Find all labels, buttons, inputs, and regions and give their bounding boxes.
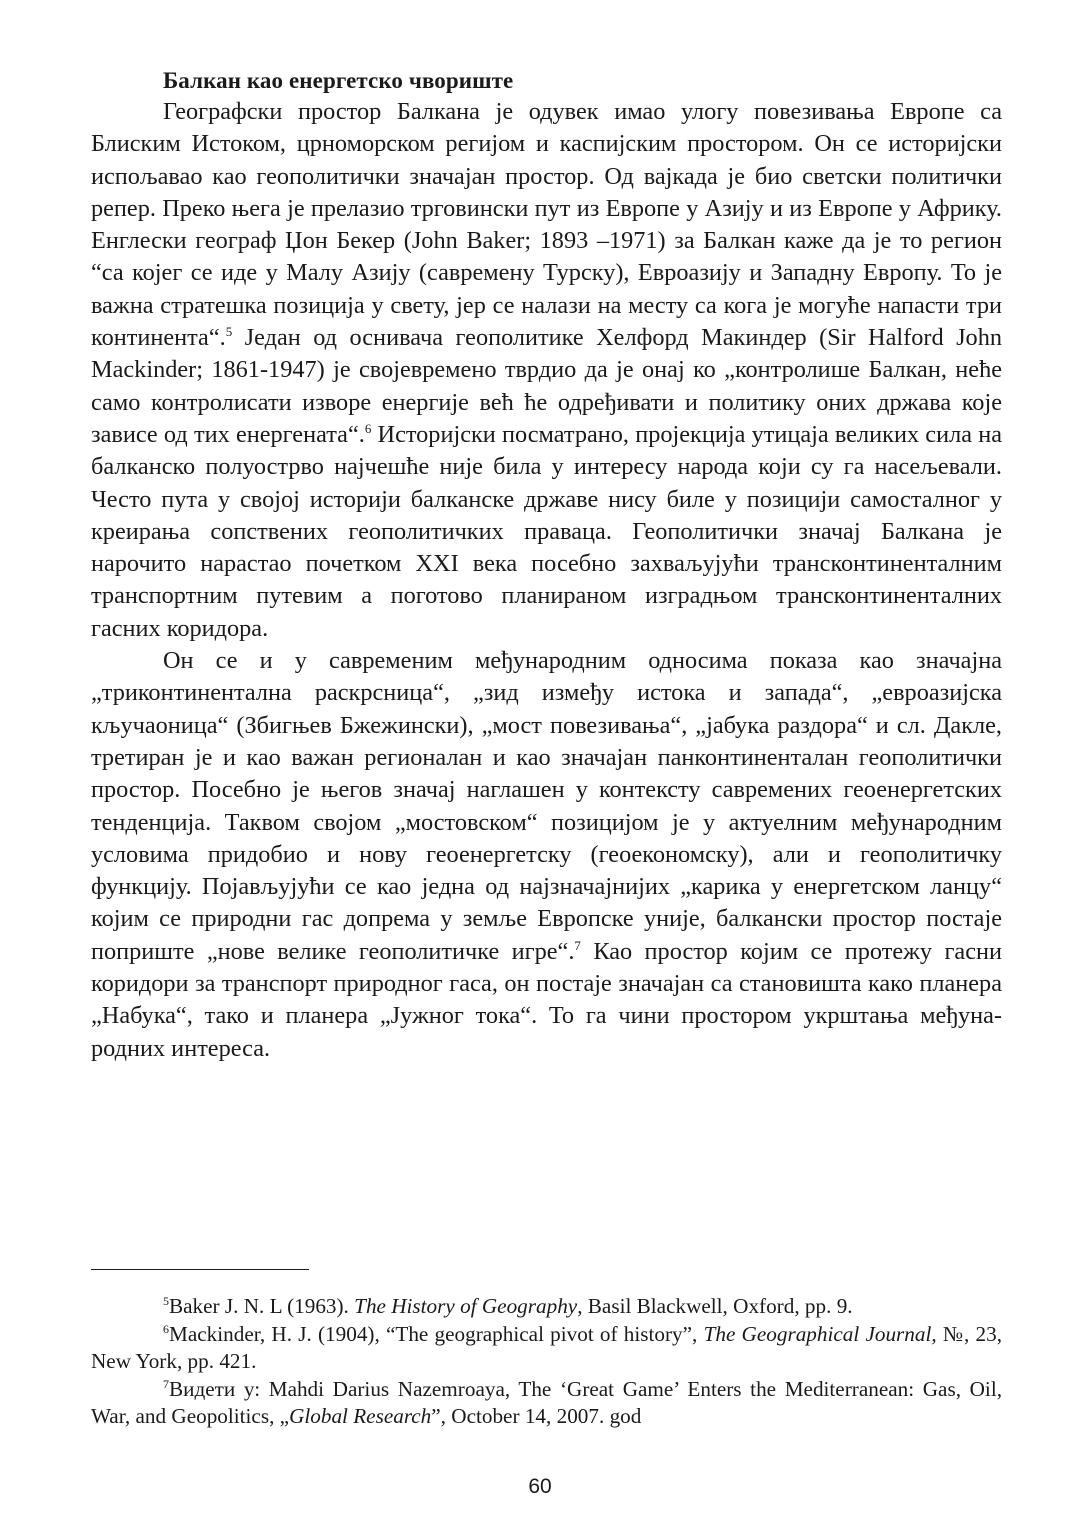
footnote-6 (91, 1321, 1002, 1376)
section-heading: Балкан као енергетско чвориште (163, 68, 514, 93)
footnote-italic-title: The Geographical Journal (703, 1321, 932, 1346)
footnote-7 (91, 1376, 1002, 1431)
footnote-ref-6[interactable]: 6 (364, 420, 372, 436)
footnote-text-end: ”, October 14, 2007. god (431, 1404, 642, 1428)
page-number: 60 (528, 1475, 552, 1498)
footnote-ref-7[interactable]: 7 (574, 937, 581, 953)
paragraph-1-text-c: Историјски посматрано, пројекција утицаја великих сила на балканско полуострво најчешће није била у интересу народа који су га насељевали. Често пута у својој историји балканске државе нису биле у позицији самосталног у креирања сопствених геополитичких праваца. Геополитички значај Балкана је нарочито нарастао почетком XXI века посебно захваљујући трансконтиненталним транспортним путевим а поготово планираном изградњом трансконтиненталних гасних коридора. (91, 420, 1002, 642)
footnotes (91, 1293, 1002, 1431)
footnote-number: 6 (163, 1321, 169, 1336)
paragraph-2-text-a: Он се и у савременим међународним односима показа као значајна „триконтинентална раскрсница“, „зид између истока и запада“, „евроазијска кључаоница“ (Збигњев Бжежински), „мост повезивања“, „јабука раздора“ и сл. Дакле, третиран је и као важан регионалан и као значајан панконтиненталан геополитички простор. Посебно је његов значај наглашен у контексту савремених геоенергетских тенденција. Таквом својом „мостовском“ позицијом је у актуелним међународним условима придобио и нову геоенергетску (геоекономску), али и геополитичку функцију. Појављујући се као једна од најзначајнијих „карика у енергетском ланцу“ којим се природни гас допрема у земље Европске уније, балкански простор постаје поприште „нове велике геополитичке игре“. (91, 647, 1002, 965)
footnote-ref-5[interactable]: 5 (225, 323, 233, 339)
paragraph-2 (91, 645, 1002, 1065)
paragraph-1-text-a: Географски простор Балкана је одувек имао улогу повезивања Европе са Блиским Истоком, црноморском регијом и каспијским простором. Он се историјски испољавао као геополитички значајан простор. Од вајкада је био светски политички репер. Преко њега је прелазио трговински пут из Европе у Азију и из Европе у Африку. Енглески географ Џон Бекер (John Baker; 1893 –1971) за Балкан каже да је то регион “са којег се иде у Малу Азију (савремену Турску), Евроазију и Западну Европу. То је важна стратешка позиција у свету, јер се налази на месту са кога је могуће напасти три континента“. (91, 98, 1002, 352)
footnote-text: Mackinder, H. J. (1904), “The geographical pivot of history”, (169, 1321, 704, 1346)
footnote-5 (91, 1293, 1002, 1321)
footnote-text-end: , Basil Blackwell, Oxford, pp. 9. (577, 1294, 853, 1318)
footnote-separator (91, 1269, 309, 1270)
paragraph-1-text-b: Један од оснивача геополитике Хелфорд Макиндер (Sir Halford John Mackinder; 1861-1947) је својевремено тврдио да је онај ко „контролише Балкан, неће само контролисати изворе енергије већ ће одређивати и политику оних држава које зависе од тих енергената“. (91, 324, 1002, 448)
footnote-text-end: , №, 23, New York, pp. 421. (91, 1321, 1003, 1373)
footnote-italic-title: Global Research (289, 1404, 432, 1428)
footnote-text: Видети у: Mahdi Darius Nazemroaya, The ‘Great Game’ Enters the Mediterranean: Gas, Oil, War, and Geopolitics, „ (91, 1376, 1002, 1428)
footnote-number: 7 (163, 1376, 169, 1391)
footnote-number: 5 (163, 1293, 169, 1308)
paragraph-2-text-b: Као простор којим се протежу гасни коридори за транспорт природног гаса, он постаје значајан са становишта како планера „Набука“, тако и планера „Јужног тока“. То га чини простором укрштања међународних интереса. (91, 937, 1002, 1062)
footnote-text: Baker J. N. L (1963). (169, 1294, 355, 1318)
page-body (91, 66, 1002, 1065)
footnote-italic-title: The History of Geography (354, 1294, 578, 1318)
paragraph-1 (91, 96, 1002, 645)
